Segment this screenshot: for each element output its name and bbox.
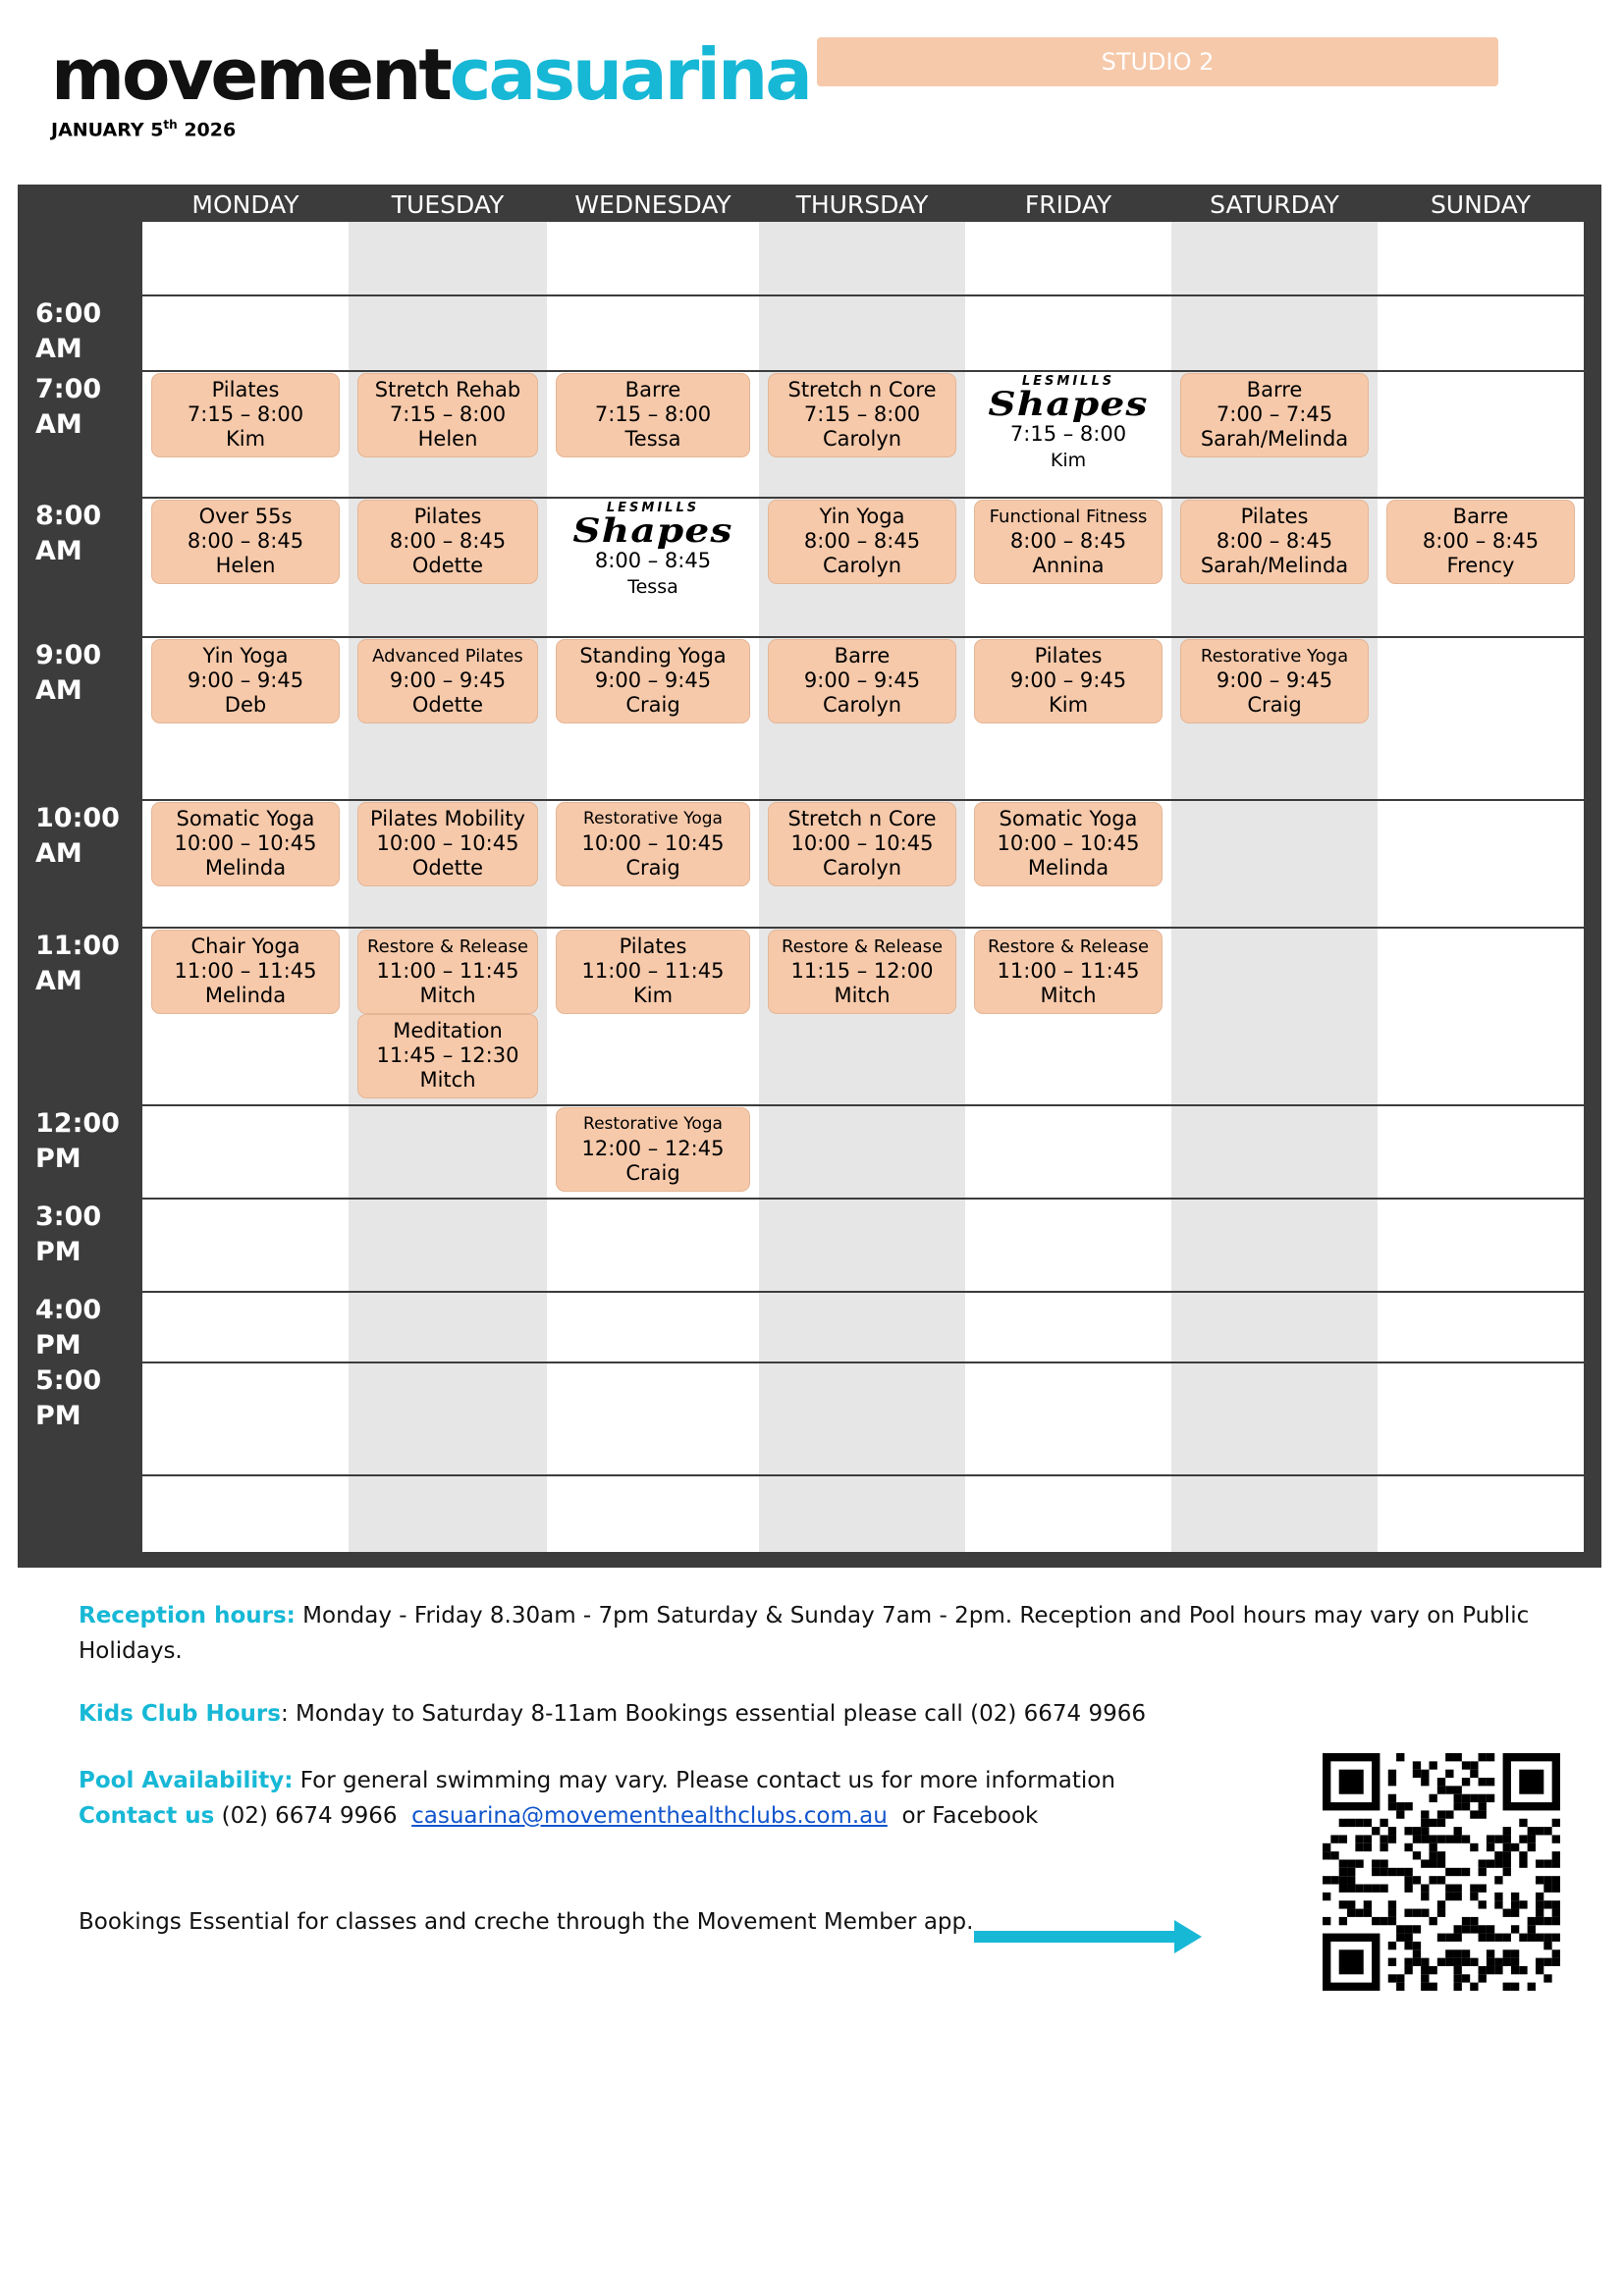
class-instructor: Helen [417, 427, 478, 451]
time-label: 5:00 PM [35, 1365, 102, 1431]
class-time: 10:00 – 10:45 [376, 831, 519, 855]
schedule-date [51, 118, 236, 140]
class-instructor: Frency [1446, 554, 1515, 577]
class-instructor: Mitch [834, 984, 891, 1007]
class-name: Barre [624, 378, 681, 401]
class-time: 9:00 – 9:45 [1216, 668, 1333, 692]
class-time: 11:00 – 11:45 [376, 959, 519, 983]
class-instructor: Carolyn [822, 693, 902, 717]
class-card[interactable] [768, 639, 956, 723]
class-name: Restore & Release [781, 936, 944, 957]
class-name: Yin Yoga [819, 505, 905, 528]
class-time: 11:15 – 12:00 [790, 959, 934, 983]
row-divider [142, 927, 1586, 929]
contact-email-link[interactable]: casuarina@movementhealthclubs.com.au [411, 1803, 888, 1829]
class-time: 8:00 – 8:45 [187, 529, 304, 553]
date-text: JANUARY 5 [51, 119, 164, 141]
time-label: 8:00 AM [35, 501, 102, 566]
studio-banner: STUDIO 2 [817, 37, 1498, 86]
class-card[interactable] [556, 930, 750, 1014]
time-label: 11:00 AM [35, 931, 120, 996]
class-name: Stretch n Core [787, 807, 937, 830]
class-name: Pilates [1034, 644, 1103, 667]
class-card[interactable] [768, 802, 956, 886]
class-name: Barre [1452, 505, 1509, 528]
time-label: 7:00 AM [35, 374, 102, 440]
class-time: 9:00 – 9:45 [187, 668, 304, 692]
class-name: Restorative Yoga [583, 809, 723, 828]
reception-label: Reception hours: [79, 1603, 296, 1629]
class-time: 8:00 – 8:45 [1216, 529, 1333, 553]
class-card[interactable] [974, 802, 1163, 886]
row-divider [142, 1104, 1586, 1106]
contact-phone: (02) 6674 9966 [214, 1803, 412, 1829]
class-name: Meditation [393, 1019, 503, 1042]
class-card[interactable] [357, 930, 538, 1014]
class-card[interactable] [1180, 500, 1369, 584]
class-name: Functional Fitness [989, 507, 1148, 527]
class-time: 8:00 – 8:45 [389, 529, 507, 553]
day-header-wednesday: WEDNESDAY [574, 190, 731, 219]
class-time: 8:00 – 8:45 [1422, 529, 1540, 553]
class-card[interactable] [357, 639, 538, 723]
class-name: Stretch n Core [787, 378, 937, 401]
class-card[interactable] [974, 930, 1163, 1014]
class-name: Advanced Pilates [372, 646, 523, 667]
shapes-logo: Shapes [572, 511, 733, 551]
class-instructor: Craig [625, 1161, 680, 1185]
class-time: 9:00 – 9:45 [594, 668, 712, 692]
class-time: 7:00 – 7:45 [1216, 402, 1333, 426]
class-card[interactable] [151, 802, 340, 886]
date-suffix: th [163, 118, 178, 132]
class-instructor: Tessa [624, 427, 681, 451]
class-time: 10:00 – 10:45 [997, 831, 1140, 855]
class-time: 9:00 – 9:45 [803, 668, 921, 692]
class-card[interactable] [357, 500, 538, 584]
class-time: 10:00 – 10:45 [174, 831, 317, 855]
class-time: 11:45 – 12:30 [376, 1043, 519, 1067]
day-header-monday: MONDAY [191, 190, 299, 219]
class-instructor: Sarah/Melinda [1200, 427, 1349, 451]
class-time: 7:15 – 8:00 [803, 402, 921, 426]
class-instructor: Melinda [204, 856, 287, 880]
contact-tail: or Facebook [887, 1803, 1039, 1829]
class-time: 7:15 – 8:00 [594, 402, 712, 426]
reception-hours [79, 1598, 1532, 1669]
class-time: 9:00 – 9:45 [1009, 668, 1127, 692]
class-instructor: Tessa [627, 576, 678, 598]
class-instructor: Kim [1048, 693, 1089, 717]
class-name: Restorative Yoga [1200, 646, 1349, 667]
class-card[interactable] [974, 639, 1163, 723]
row-divider [142, 1198, 1586, 1200]
bookings-note: Bookings Essential for classes and creche through the Movement Member app. [79, 1909, 974, 1935]
class-name: Yin Yoga [202, 644, 289, 667]
class-time: 9:00 – 9:45 [389, 668, 507, 692]
class-instructor: Kim [225, 427, 266, 451]
class-instructor: Carolyn [822, 856, 902, 880]
class-time: 11:00 – 11:45 [997, 959, 1140, 983]
lesmills-shapes-class[interactable] [547, 502, 759, 600]
class-instructor: Craig [625, 693, 680, 717]
class-time: 7:15 – 8:00 [187, 402, 304, 426]
class-card[interactable] [768, 373, 956, 457]
class-name: Pilates [413, 505, 482, 528]
logo-word-casuarina: casuarina [449, 33, 810, 116]
class-name: Pilates [1240, 505, 1309, 528]
class-name: Standing Yoga [579, 644, 727, 667]
class-instructor: Mitch [1040, 984, 1097, 1007]
time-label: 4:00 PM [35, 1295, 102, 1361]
day-header-tuesday: TUESDAY [391, 190, 505, 219]
day-column-sunday [1378, 222, 1584, 1552]
class-name: Restore & Release [366, 936, 529, 957]
day-header-thursday: THURSDAY [795, 190, 929, 219]
arrow-right-icon [974, 1920, 1202, 1953]
class-time: 10:00 – 10:45 [790, 831, 934, 855]
class-name: Stretch Rehab [374, 378, 521, 401]
time-label: 12:00 PM [35, 1108, 120, 1174]
brand-logo [51, 33, 810, 116]
class-name: Restore & Release [987, 936, 1150, 957]
class-instructor: Craig [625, 856, 680, 880]
class-card[interactable] [556, 639, 750, 723]
time-label: 6:00 AM [35, 298, 102, 364]
class-time: 12:00 – 12:45 [581, 1137, 725, 1160]
class-name: Somatic Yoga [176, 807, 315, 830]
class-time: 11:00 – 11:45 [581, 959, 725, 983]
reception-text: Monday - Friday 8.30am - 7pm Saturday & Sunday 7am - 2pm. Reception and Pool hours may vary on Public Holidays. [79, 1603, 1530, 1664]
class-time: 11:00 – 11:45 [174, 959, 317, 983]
kids-text: : Monday to Saturday 8-11am Bookings essential please call (02) 6674 9966 [280, 1701, 1147, 1727]
day-header-friday: FRIDAY [1024, 190, 1112, 219]
row-divider [142, 1474, 1586, 1476]
contact-us [79, 1798, 1038, 1834]
class-time: 8:00 – 8:45 [594, 549, 712, 572]
row-divider [142, 370, 1586, 372]
class-instructor: Odette [411, 554, 484, 577]
class-instructor: Kim [1050, 450, 1087, 471]
time-label: 10:00 AM [35, 803, 120, 869]
class-instructor: Odette [411, 856, 484, 880]
lesmills-brand: LESMILLS [606, 501, 700, 515]
class-time: 8:00 – 8:45 [1009, 529, 1127, 553]
row-divider [142, 636, 1586, 638]
day-header-sunday: SUNDAY [1430, 190, 1532, 219]
class-instructor: Helen [215, 554, 276, 577]
class-instructor: Odette [411, 693, 484, 717]
class-instructor: Melinda [204, 984, 287, 1007]
class-instructor: Melinda [1027, 856, 1110, 880]
time-label: 9:00 AM [35, 640, 102, 706]
class-instructor: Kim [632, 984, 674, 1007]
class-name: Pilates [619, 934, 687, 958]
shapes-logo: Shapes [988, 385, 1149, 424]
row-divider [142, 1362, 1586, 1363]
class-card[interactable] [357, 802, 538, 886]
class-name: Barre [1246, 378, 1303, 401]
class-time: 10:00 – 10:45 [581, 831, 725, 855]
pool-label: Pool Availability: [79, 1768, 294, 1793]
qr-code-icon[interactable] [1323, 1753, 1560, 1991]
class-card[interactable] [357, 373, 538, 457]
lesmills-brand: LESMILLS [1021, 374, 1115, 389]
class-name: Pilates [211, 378, 280, 401]
class-card[interactable] [151, 930, 340, 1014]
class-card[interactable] [151, 639, 340, 723]
logo-word-movement: movement [51, 33, 450, 116]
class-instructor: Craig [1247, 693, 1302, 717]
class-name: Chair Yoga [190, 934, 300, 958]
kids-label: Kids Club Hours [79, 1701, 281, 1727]
class-name: Pilates Mobility [370, 807, 525, 830]
date-year: 2026 [177, 119, 237, 141]
row-divider [142, 799, 1586, 801]
class-name: Restorative Yoga [583, 1114, 723, 1134]
kids-club-hours [79, 1696, 1146, 1732]
class-instructor: Deb [224, 693, 267, 717]
class-time: 7:15 – 8:00 [1009, 422, 1127, 446]
class-card[interactable] [151, 500, 340, 584]
class-instructor: Sarah/Melinda [1200, 554, 1349, 577]
class-card[interactable] [556, 1107, 750, 1192]
contact-label: Contact us [79, 1803, 215, 1829]
lesmills-shapes-class[interactable] [965, 375, 1171, 473]
class-name: Barre [834, 644, 891, 667]
day-header-saturday: SATURDAY [1210, 190, 1339, 219]
class-instructor: Carolyn [822, 554, 902, 577]
class-card[interactable] [357, 1014, 538, 1098]
pool-text: For general swimming may vary. Please contact us for more information [293, 1768, 1115, 1793]
class-name: Somatic Yoga [999, 807, 1138, 830]
class-card[interactable] [768, 500, 956, 584]
class-instructor: Mitch [419, 1068, 476, 1092]
row-divider [142, 1291, 1586, 1293]
class-card[interactable] [768, 930, 956, 1014]
class-card[interactable] [974, 500, 1163, 584]
row-divider [142, 497, 1586, 499]
class-card[interactable] [1386, 500, 1575, 584]
class-time: 7:15 – 8:00 [389, 402, 507, 426]
class-card[interactable] [556, 373, 750, 457]
class-instructor: Annina [1032, 554, 1105, 577]
time-label: 3:00 PM [35, 1201, 102, 1267]
class-instructor: Carolyn [822, 427, 902, 451]
class-card[interactable] [151, 373, 340, 457]
class-card[interactable] [1180, 373, 1369, 457]
row-divider [142, 294, 1586, 296]
class-time: 8:00 – 8:45 [803, 529, 921, 553]
pool-availability [79, 1763, 1115, 1798]
class-card[interactable] [1180, 639, 1369, 723]
class-instructor: Mitch [419, 984, 476, 1007]
class-card[interactable] [556, 802, 750, 886]
class-name: Over 55s [198, 505, 293, 528]
